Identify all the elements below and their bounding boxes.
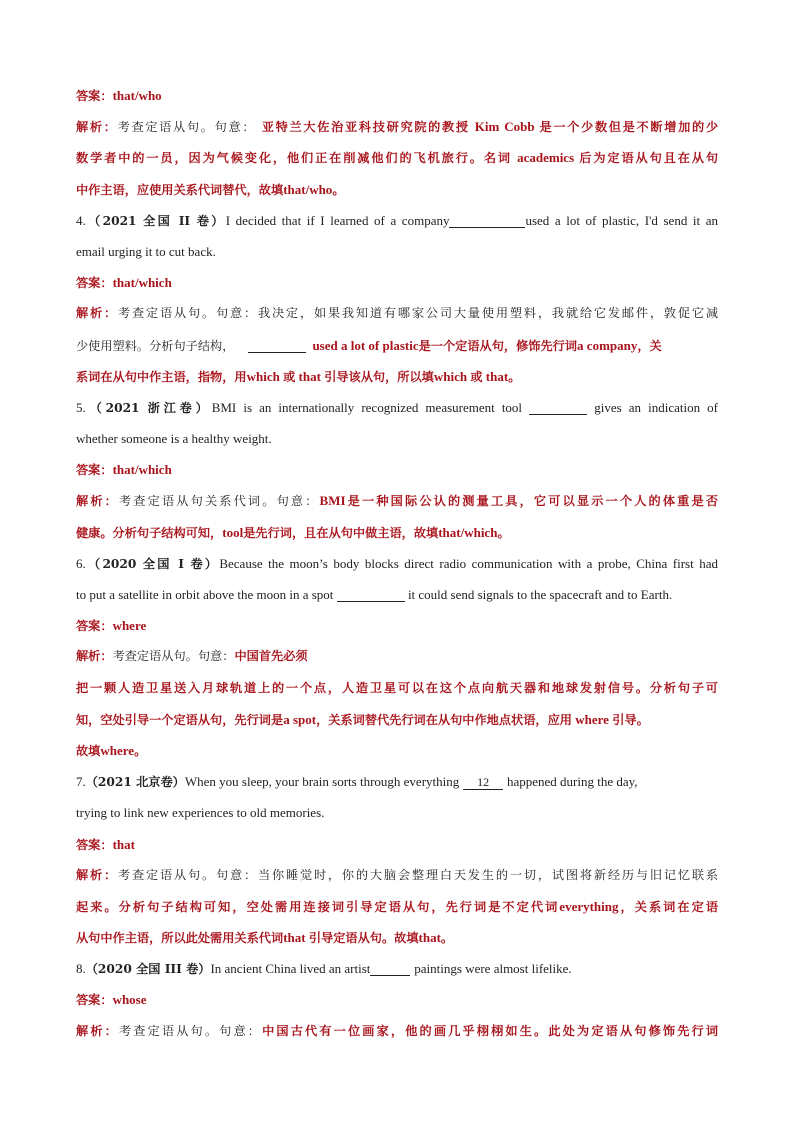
q3-analysis-line-1: 解析：考查定语从句。句意： 亚特兰大佐治亚科技研究院的教授 Kim Cobb 是一个少数但是不断增加的少 (76, 119, 718, 135)
q3-analysis-line-2: 数学者中的一员，因为气候变化，他们正在削减他们的飞机旅行。名词 academics 后为定语从句且在从句 (76, 150, 718, 166)
question-number: 7. (76, 774, 86, 790)
q6-analysis-line-4: 故填where。 (76, 742, 147, 758)
answer-value: that (112, 836, 135, 852)
question-number: 6. (76, 555, 86, 571)
answer-label: 答案： (76, 276, 113, 291)
q4-stem-line-1: 4.（2021 全国 II 卷）I decided that if I learned of a company used a lot of plastic, I'd send it an (76, 212, 718, 228)
answer-label: 答案： (76, 837, 113, 852)
analysis-label: 解析： (76, 867, 118, 882)
q4-stem-line-2: email urging it to cut back. (76, 243, 216, 259)
answer-value: that/which (112, 462, 172, 478)
q7-analysis-line-2: 起来。分析句子结构可知，空处需用连接词引导定语从句，先行词是不定代词everything，关系词在定语 (76, 898, 718, 914)
q4-analysis-line-1: 解析：考查定语从句。句意：我决定，如果我知道有哪家公司大量使用塑料，我就给它发邮件，敦促它减 (76, 306, 718, 321)
question-source: （2021 全国 II 卷） (85, 213, 226, 228)
answer-blank (248, 338, 306, 353)
question-source: （2020 全国 I 卷） (85, 556, 220, 571)
q6-stem-line-1: 6.（2020 全国 I 卷）Because the moon’s body blocks direct radio communication with a probe, China first had (76, 555, 718, 571)
question-source: （2021 浙江卷） (85, 400, 212, 415)
q4-analysis-line-3: 系词在从句中作主语，指物，用which 或 that 引导该从句，所以填which 或 that。 (76, 368, 521, 384)
answer-blank (370, 961, 410, 976)
q7-analysis-line-3: 从句中作主语，所以此处需用关系代词that 引导定语从句。故填that。 (76, 930, 454, 946)
q6-answer (76, 610, 718, 641)
q4-answer (76, 267, 718, 298)
analysis-label: 解析： (76, 1023, 119, 1038)
q5-answer (76, 454, 718, 485)
analysis-highlight: Kim Cobb (474, 119, 535, 135)
q8-stem-line-1: 8.（2020 全国 III 卷）In ancient China lived an artist paintings were almost lifelike. (76, 961, 572, 977)
analysis-label: 解析： (76, 120, 118, 135)
question-source: （2021 北京卷） (85, 775, 185, 790)
numbered-blank: 12 (463, 775, 503, 790)
answer-value: whose (112, 992, 147, 1008)
answer-blank (337, 587, 405, 602)
q3-answer (76, 80, 718, 111)
q5-analysis-line-2: 健康。分析句子结构可知，tool是先行词，且在从句中做主语，故填that/which。 (76, 524, 510, 540)
question-source: （2020 全国 III 卷） (85, 962, 211, 977)
q7-answer (76, 829, 718, 860)
answer-value: that/who (112, 88, 162, 103)
q7-stem-line-1: 7.（2021 北京卷）When you sleep, your brain sorts through everything 12 happened during the day, (76, 774, 638, 790)
answer-value: where (112, 618, 147, 634)
answer-label: 答案： (76, 89, 113, 103)
answer-label: 答案： (76, 463, 113, 478)
document-page (76, 80, 718, 1047)
q6-analysis-line-1: 解析：考查定语从句。句意：中国首先必须 (76, 649, 308, 664)
q5-stem-line-1: 5.（2021 浙江卷）BMI is an internationally recognized measurement tool gives an indication of (76, 399, 718, 415)
analysis-label: 解析： (76, 306, 118, 321)
analysis-label: 解析： (76, 494, 119, 509)
analysis-label: 解析： (76, 649, 113, 664)
analysis-highlight: 亚特兰大佐治亚科技研究院的教授 (261, 120, 470, 135)
answer-blank (449, 213, 525, 228)
question-number: 5. (76, 399, 86, 415)
q7-analysis-line-1: 解析：考查定语从句。句意：当你睡觉时，你的大脑会整理白天发生的一切，试图将新经历与旧记忆联系 (76, 867, 718, 882)
q6-stem-line-2: to put a satellite in orbit above the moon in a spot it could send signals to the spacecraft and to Earth. (76, 587, 673, 602)
question-number: 8. (76, 961, 86, 977)
q5-analysis-line-1: 解析：考查定语从句关系代词。句意：BMI是一种国际公认的测量工具，它可以显示一个人的体重是否 (76, 493, 718, 509)
q7-stem-line-2: trying to link new experiences to old memories. (76, 805, 325, 821)
q6-analysis-line-3: 知，空处引导一个定语从句，先行词是a spot，关系词替代先行词在从句中作地点状语，应用 where 引导。 (76, 711, 649, 727)
q3-analysis-line-3: 中作主语，应使用关系代词替代，故填that/who。 (76, 181, 345, 197)
q8-analysis-line-1: 解析：考查定语从句。句意：中国古代有一位画家，他的画几乎栩栩如生。此处为定语从句修饰先行词 (76, 1023, 718, 1038)
answer-label: 答案： (76, 993, 113, 1008)
analysis-highlight: 是一个少数但是不断增加的少 (539, 120, 718, 135)
q8-answer (76, 984, 718, 1015)
question-number: 4. (76, 212, 86, 228)
q4-analysis-line-2: 少使用塑料。分析句子结构， used a lot of plastic是一个定语从句，修饰先行词a company，关 (76, 337, 662, 353)
q5-stem-line-2: whether someone is a healthy weight. (76, 431, 272, 447)
answer-value: that/which (112, 275, 172, 291)
q6-analysis-line-2: 把一颗人造卫星送入月球轨道上的一个点，人造卫星可以在这个点向航天器和地球发射信号。分析句子可 (76, 680, 718, 695)
answer-label: 答案： (76, 619, 113, 634)
answer-blank (529, 400, 587, 415)
